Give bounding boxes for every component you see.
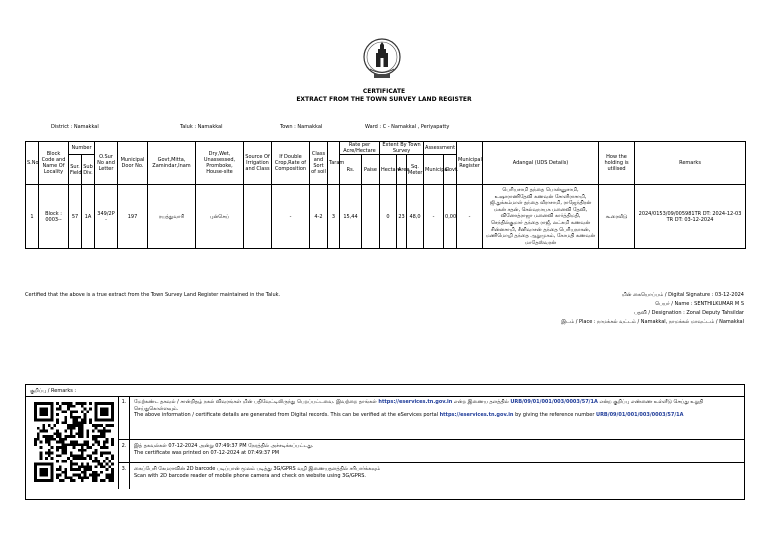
cell-source [244, 185, 272, 249]
header-sub-div: Sub Div. [82, 155, 95, 185]
header-hectare: Hectare [380, 155, 397, 185]
signatory-name: பெயர் / Name : SENTHILKUMAR M S [655, 301, 744, 307]
cell-municipal-register: - [457, 185, 483, 249]
header-number: Number [69, 142, 95, 155]
header-paise: Paise [362, 155, 380, 185]
header-block: Block Code and Name Of Locality [39, 142, 69, 185]
digital-signature: மின் கையொப்பம் / Digital Signature : 03-12-2024 [621, 292, 744, 298]
header-holding: How the holding is utilised [599, 142, 635, 185]
header-sno: S.No [26, 142, 39, 185]
cell-remarks: 2024/0153/09/005981TR DT: 2024-12-03 TR DT: 03-12-2024 [635, 185, 746, 249]
header-ass-govt: Govt. [444, 155, 457, 185]
header-ass-municipal: Municipal [424, 155, 444, 185]
header-assessment: Assessment [424, 142, 457, 155]
cell-sqmeter: 48,0 [407, 185, 424, 249]
cell-ass-municipal: - [424, 185, 444, 249]
header-area: Area [397, 155, 407, 185]
reference-number: URB/09/01/001/003/0003/57/1A [510, 399, 598, 405]
remarks-box [25, 384, 745, 500]
tamil-nadu-emblem-icon [362, 36, 402, 82]
certificate-subtitle: EXTRACT FROM THE TOWN SURVEY LAND REGISTER [296, 96, 472, 103]
cell-paise [362, 185, 380, 249]
district-label: District : Namakkal [51, 124, 99, 130]
cell-holding: கூரைவீடு [599, 185, 635, 249]
note-item: 2. இத் தகவல்கள் 07-12-2024 அன்று 07:49:37 PM நேரத்தில் அச்சடிக்கப்பட்டது. The certificate was printed on 07-12-2024 at 07:49:37 PM [119, 440, 745, 463]
qr-code-icon [34, 402, 114, 482]
header-remarks: Remarks [635, 142, 746, 185]
header-double-crop: If Double Crop,Rate of Composition [272, 142, 310, 185]
certified-statement: Certified that the above is a true extract from the Town Survey Land Register maintained in the Taluk. [25, 292, 281, 298]
reference-number-en: URB/09/01/001/003/0003/57/1A [596, 412, 684, 418]
signatory-designation: பதவி / Designation : Zonal Deputy Tahsildar [634, 310, 744, 316]
header-adangal: Adangal (UDS Details) [483, 142, 599, 185]
cell-rs: 15,44 [340, 185, 362, 249]
cell-municipal-door: 197 [118, 185, 148, 249]
note-item: 3. கைப்பேசி கேமராவின் 2D barcode படிப்பான் மூலம் படித்து 3G/GPRS வழி இணையதளத்தில் சரிபார்க்கவும் Scan with 2D barcode reader of mobile phone camera and check on website using 3G/GPRS. [119, 463, 745, 489]
header-class-soil: Class and Sort of soil [310, 142, 328, 185]
header-dry-wet: Dry,Wet, Unassessed, Promboke, House-site [196, 142, 244, 185]
cell-hectare: 0 [380, 185, 397, 249]
table-row [26, 185, 746, 249]
eservices-link-en[interactable]: https://eservices.tn.gov.in [439, 412, 514, 418]
ward-label: Ward : C - Namakkal , Periyapatty [365, 124, 450, 130]
header-municipal-door: Municipal Door No. [118, 142, 148, 185]
cell-class-soil: 4-2 [310, 185, 328, 249]
header-rs: Rs. [340, 155, 362, 185]
header-taram: Taram [328, 142, 340, 185]
header-sqmeter: Sq. Meter [407, 155, 424, 185]
cell-sub-div: 1A [82, 185, 95, 249]
header-rate: Rate per Acre/Hectare [340, 142, 380, 155]
cell-osur: 349/2P - [95, 185, 118, 249]
signature-place: இடம் / Place : நாமக்கல் வட்டம் / Namakkal, நாமக்கல் மாவட்டம் / Namakkal [561, 319, 744, 325]
cell-sno: 1 [26, 185, 39, 249]
eservices-link[interactable]: https://eservices.tn.gov.in [378, 399, 453, 405]
cell-adangal: பெரியசாமி தந்தை பொன்னுசாமி, உஷாராணிதேவி கணவன் சோளிராசாமி, ஜி.துக்கம்மாள் தந்தை வீராசாமி, ராஜேந்திரன் மகன் சதன், செல்வநாயக மனைவி தேவி, வினோத்ராஜா மனைவி கார்த்திமதி, செந்தில்குமார் தந்தை ராஜீ, லட்சுமி கணவன் சின்னசாமி, சீனிவாசன் தந்தை பெரியநாகன், மணிமொழி தந்தை ஆறுமுகம், கோமதி கணவன் மாதேஸ்வரன் [483, 185, 599, 249]
town-label: Town : Namakkal [280, 124, 323, 130]
cell-dry-wet: புன்செய் [196, 185, 244, 249]
header-extent: Extent By Town Survey [380, 142, 424, 155]
header-osur: O.Sur No and Letter [95, 142, 118, 185]
cell-sur-field: 57 [69, 185, 82, 249]
header-govt: Govt,Mitta, Zamindar,Inam [148, 142, 196, 185]
note-item: 1. மேற்கண்ட தகவல் / சான்றிதழ் நகல் விவரங்கள் மின் பதிவேட்டிலிருந்து பெறப்பட்டவை. இவற்றை தாங்கள் https://eservices.tn.gov.in என்ற இணைய தளத்தில் URB/09/01/001/003/0003/57/1A என்ற குறிப்பு எண்ணை உள்ளீடு செய்து உறுதி செய்துகொள்ளவும். The above information / certificate details are generated from Digital records. This can be verified at the eServices portal https://eservices.tn.gov.in by giving the reference number URB/09/01/001/003/0003/57/1A [119, 396, 745, 440]
header-sur-field: Sur. Field [69, 155, 82, 185]
cell-double-crop: - [272, 185, 310, 249]
taluk-label: Taluk : Namakkal [180, 124, 223, 130]
cell-area: 23 [397, 185, 407, 249]
land-register-table [25, 141, 746, 249]
remarks-notes [118, 396, 745, 489]
certificate-title: CERTIFICATE [362, 88, 406, 95]
header-source: Source Of Irrigation and Class [244, 142, 272, 185]
cell-ass-govt: 0,00 [444, 185, 457, 249]
cell-block: Block : 0003-- [39, 185, 69, 249]
header-municipal-register: Municipal Register [457, 142, 483, 185]
remarks-title: குறிப்பு / Remarks : [30, 388, 77, 394]
cell-govt: ரயத்துவாரி [148, 185, 196, 249]
cell-taram: 3 [328, 185, 340, 249]
